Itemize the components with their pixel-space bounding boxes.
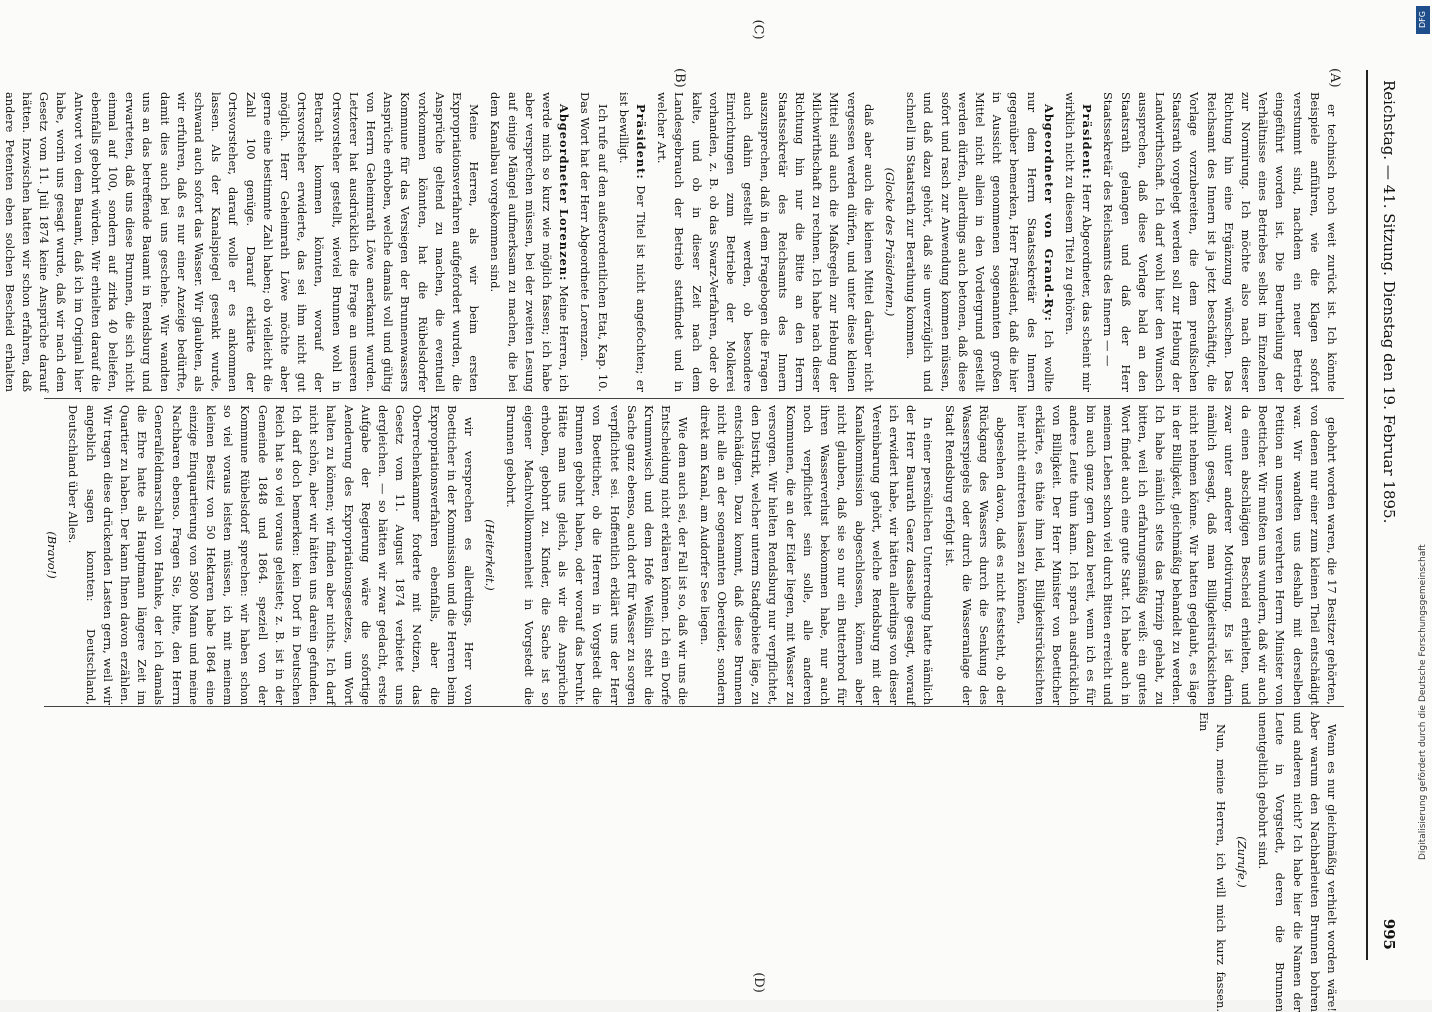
col1-paragraph: Abgeordneter Lorenzen: Meine Herren, ich werde mich so kurz wie möglich fassen; ich habe aber versprechen müssen, bei der zweiten Lesung auf einige Mängel aufmerksam zu machen, die bei dem Kanalbau vorgekommen sind. — [488, 92, 572, 393]
col1-paragraph: Meine Herren, als wir beim ersten Expropriationsverfahren aufgefordert wurden, die Ansprüche geltend zu machen, die eventuell vorkommen könnten, hat die Rübelsdorfer Kommune für das Versiegen der Brunnenwassers Ansprüche erhoben, welche damals voll und gültig von Herrn Geheimrath Löwe anerkannt wurden. Letzterer hat ausdrücklich die Frage an unseren Ortsvorsteher gestellt, wieviel Brunnen wohl in Betracht kommen könnten, worauf der Ortsvorsteher erwiderte, das sei ihm nicht gut möglich. Herr Geheimrath Löwe möchte aber gerne eine bestimmte Zahl haben; ob vielleicht die Zahl 100 genüge. Darauf erklärte der Ortsvorsteher, darauf wolle er es ankommen lassen. Als der Kanalspiegel gesenkt wurde, schwand auch sofort das Wasser. Wir glaubten, als wir erfuhren, daß es nur einer Anzeige bedürfte, damit dies auch bei uns geschehe. Wir wandten uns an das betreffende Bauamt in Rendsburg und erwarteten, daß uns diese Brunnen, die sich nicht einmal auf 100, sondern auf zirka 40 beliefen, ebenfalls gebohrt würden. Wir erhielten darauf die Antwort von dem Bauamt, daß ich im Original hier habe, worin uns gesagt wurde, daß wir nach dem Gesetz vom 11. Juli 1874 keine Ansprüche darauf hätten. Inzwischen hatten wir schon erfahren, daß andere Petenten eben solchen Bescheid erhalten — [2, 92, 482, 392]
col2-paragraph: gebohrt worden waren, die 17 Besitzer gehörten, von denen nur einer zum kleinen Theil entschädigt war. Wir wandten uns deshalb mit derselben Petition an unseren verehrten Herrn Minister von Boetticher. Wir mußten uns wundern, daß wir auch da einen abschlägigen Bescheid erhielten, und zwar unter anderer Motivirung. Es ist darin nämlich gesagt, daß man Billigkeitsrücksichten nicht nehmen könne. Wir hatten geglaubt, es läge in der Billigkeit, gleichmäßig behandelt zu werden. Ich habe nämlich stets das Prinzip gehabt, zu bitten, weil ich erfahrungsmäßig weiß: ein gutes Wort findet auch eine gute Statt. Ich habe auch in meinem Leben schon viel durch Bitten erreicht und bin auch ganz gern dazu bereit, wenn ich es für andere Leute thun kann. Ich sprach ausdrücklich von Billigkeit. Der Herr Minister von Boetticher erklärte, es thäte ihm leid, Billigkeitsrücksichten hier nicht eintreten lassen zu können, — [1015, 405, 1339, 705]
margin-mark-c: (C) — [750, 19, 766, 40]
speaker-name: Abgeordneter von Grand-Ry: — [1041, 104, 1056, 322]
col1-paragraph: Präsident: Der Titel ist nicht angefochten; er ist bewilligt. — [616, 92, 649, 392]
margin-mark-d: (D) — [750, 972, 766, 993]
col2-interjection: (Heiterkeit.) — [483, 519, 498, 591]
col3-paragraph: Nun, meine Herren, ich will mich kurz fassen. Ein — [1196, 712, 1228, 1012]
speaker-name: Präsident: — [634, 104, 649, 180]
col2-paragraph: Wie dem auch sei, der Fall ist so, daß wir uns die Entscheidung nicht erklären können. Ich ein Dorfe Krummwisch und dem Hofe Weißlin steht die Sache ganz ebenso, auch dort für Wasser zu sorgen verpflichtet sei. Hoffentlich erklärt uns der Herr von Boetticher, ob die Herren in Vorgstedt die Brunnen gebohrt haben, oder worauf das beruht. Hätte man uns gleich, als wir die Ansprüche erhoben, gebohrt zu. Kinder, die Sache ist so eigener Machtvollkommenheit in Vorgstedt die Brunnen gebohrt. — [504, 405, 691, 705]
col1-paragraph: er technisch noch weit zurück ist. Ich könnte Beispiele anführen, wie die Klagen sofort verstummt sind, nachdem ein neuer Betrieb eingeführt worden ist. Die Beurtheilung der Verhältnisse eines Betriebes selbst im Einzelnen zur Normirung. Ich möchte also nach dieser Richtung hin eine Ergänzung wünschen. Das Reichsamt des Innern ist ja jetzt beschäftigt, die Vorlage vorzubereiten, die dem preußischen Staatsrath vorgelegt werden soll zur Hebung der Landwirthschaft. Ich darf wohl hier den Wunsch aussprechen, daß diese Vorlage bald an den Staatsrath gelangen und daß der Herr Staatssekretär des Reichsamts des Innern — — — [1101, 92, 1339, 392]
page-header — [1366, 30, 1406, 970]
col1-interjection: (Glocke des Präsidenten.) — [882, 167, 897, 317]
col2-paragraph: wir versprechen es allerdings, Herr von Boetticher in der Kommission und die Herren beim Expropriationsverfahren ebenfalls, aber die Oberrechenkammer forderte mit Notizen, das Gesetz vom 11. August 1874 verbietet uns dergleichen. — so hätten wir zwar gedacht, erste Aufgabe der Regierung wäre die sofortige Aenderung des Expropriationsgesetzes, um Wort halten zu können; wir finden aber nichts. Ich darf nicht schön, aber wir hätten uns darein gefunden. Ich darf doch bemerken: kein Dorf in Deutschen Reich hat so viel voraus geleistet; z. B. ist in der Gemeinde 1848 und 1864. speziell von der Kommune Rübelsdorf sprechen: wir haben schon so viel voraus leisten müssen, ich mit meinem kleinen Besitz von 50 Hektaren habe 1864 eine einzige Einquartierung von 5800 Mann und meine Nachbaren ebenso. Fragen Sie, bitte, den Herrn Generalfeldmarschall von Hahnke, der ich damals die Ehre hatte als Hauptmann längere Zeit im Quartier zu haben. Der kann Ihnen davon erzählen. Wir tragen diese drückenden Lasten gern, weil wir angeblich sagen konnten: Deutschland, Deutschland über Alles. — [66, 405, 477, 705]
dfg-logo: DFG — [1416, 6, 1430, 34]
column-3 — [50, 712, 1340, 1012]
col1-paragraph: Präsident: Herr Abgeordneter, das scheint mir wirklich nicht zu diesem Titel zu gehören. — [1062, 92, 1095, 392]
col1-paragraph: daß aber auch die kleinen Mittel darüber nicht vergessen werden dürfen, und unter diese kleinen Mittel sind auch die Maßregeln zur Hebung der Milchwirthschaft zu rechnen. Ich habe nach dieser Richtung hin nur die Bitte an den Herrn Staatssekretär des Reichsamts des Innern auszusprechen, daß in dem Fragebogen die Fragen auch dahin gestellt werden, ob besondere Einrichtungen zum Betriebe der Molkerei vorhanden, z. B. ob das Swarz-Verfahren, oder ob kalte, und ob in dieser Zeit nach dem Landesgebrauch der Betrieb stattfindet und in welcher Art. — [655, 92, 876, 392]
header-rule — [1366, 70, 1368, 960]
column-1 — [2, 92, 1340, 393]
digitization-note: Digitalisierung gefördert durch die Deutsche Forschungsgemeinschaft — [1418, 544, 1428, 860]
col1-paragraph: Abgeordneter von Grand-Ry: Ich wollte nur dem Herrn Staatssekretär des Innern gegenüber bemerken, Herr Präsident, daß die hier in Aussicht genommenen sogenannten großen Mittel nicht allein in den Vordergrund gestellt werden dürfen, allerdings auch betonen, daß diese sofort und rasch zur Anwendung kommen müssen, und daß dazu gehört, daß sie unverzüglich und schnell im Staatsrath zur Berathung kommen. — [904, 92, 1056, 393]
speaker-name: Präsident: — [1080, 104, 1095, 180]
margin-mark-b: (B) — [672, 68, 687, 88]
page-number: 995 — [1380, 918, 1398, 950]
col3-paragraph: Wenn es nur gleichmäßig verhielt worden wäre! Aber warum den Nachbarleuten Brunnen bohren und anderen nicht? Ich habe hier die Namen der Leute in Vorgstedt, deren die Brunnen unentgeltlich gebohrt sind. — [1256, 712, 1339, 1012]
running-title: Reichstag. — 41. Sitzung. Dienstag den 19. Februar 1895. — [1380, 80, 1398, 524]
speaker-name: Abgeordneter Lorenzen: — [557, 104, 572, 282]
col3-interjection: (Zurufe.) — [1234, 836, 1249, 888]
column-divider-2 — [44, 706, 1344, 707]
col1-paragraph: Ich rufe auf den außerordentlichen Etat, Kap. 10. Das Wort hat der Herr Abgeordnete Lorenzen. — [578, 92, 610, 392]
col2-interjection: (Bravo!) — [45, 531, 60, 579]
col2-paragraph: abgesehen davon, daß es nicht feststeht, ob der Rückgang des Wassers durch die Senkung des Wasserspiegels oder durch die Wasseranlage der Stadt Rendsburg erfolgt ist. — [942, 405, 1009, 705]
column-2 — [45, 405, 1340, 705]
margin-mark-a: (A) — [1327, 68, 1342, 88]
col2-paragraph: In einer persönlichen Unterredung hatte nämlich der Herr Baurath Gaerz dasselbe gesagt, worauf ich erwidert habe, wir hätten allerdings von dieser Vereinbarung gehört, welche Rendsburg mit der Kanalkommission abgeschlossen, können aber nicht glauben, daß sie so nur ein Butterbrod für ihren Wasserverlust bekommen habe, nur auch noch verpflichtet sein solle, alle anderen Kommunen, die an der Eider liegen, mit Wasser zu versorgen. Wir hielten Rendsburg nur verpflichtet, den Distrikt, welcher unterm Stadtgebiete läge, zu entschädigen. Dazu kommt, daß diese Brunnen nicht alle an der sogenannten Obereider, sondern direkt am Kanal, am Audorfer See liegen. — [697, 405, 936, 705]
column-divider-1 — [44, 398, 1344, 399]
